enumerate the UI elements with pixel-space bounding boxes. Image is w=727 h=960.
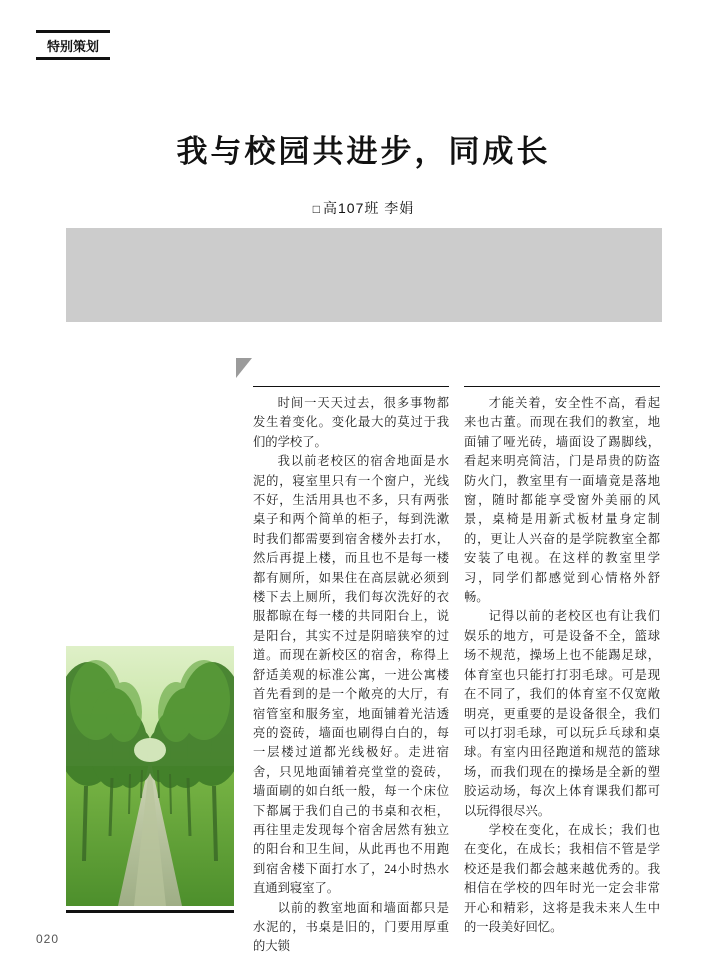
column-rule-right <box>464 386 660 387</box>
page-number: 020 <box>36 932 60 946</box>
column-rule-left <box>253 386 449 387</box>
paragraph: 我以前老校区的宿舍地面是水泥的，寝室里只有一个窗户，光线不好，生活用具也不多，只有两张桌子和两个简单的柜子，每到洗漱时我们都需要到宿舍楼外去打水，然后再提上楼，而且也不是每一楼都有厕所，如果住在高层就必须到楼下去上厕所，我们每次洗好的衣服都晾在每一楼的共同阳台上，说是阳台，其实不过是阴暗狭窄的过道。而现在新校区的宿舍，称得上舒适美观的标准公寓，一进公寓楼首先看到的是一个敞亮的大厅，有宿管室和服务室，地面铺着光洁透亮的瓷砖，墙面也刷得白白的，每一层楼过道都光线极好。走进宿舍，只见地面铺着亮堂堂的瓷砖，墙面刷的如白纸一般，每一个床位下都属于我们自己的书桌和衣柜，再往里走发现每个宿舍居然有独立的阳台和卫生间，从此再也不用跑到宿舍楼下面打水了，24小时热水直通到寝室了。 <box>253 454 449 896</box>
paragraph: 时间一天天过去，很多事物都发生着变化。变化最大的莫过于我们的学校了。 <box>253 396 449 449</box>
triangle-ornament-icon <box>236 358 252 378</box>
paragraph: 才能关着，安全性不高，看起来也古董。而现在我们的教室，地面铺了哑光砖，墙面设了踢脚线，看起来明亮简洁，门是昂贵的防盗防火门，教室里有一面墙竟是落地窗，随时都能享受窗外美丽的风景，桌椅是用新式板材量身定制的，更让人兴奋的是学院教室全都安装了电视。在这样的教室里学习，同学们都感觉到心情格外舒畅。 <box>464 396 660 605</box>
byline-marker: □ <box>312 202 321 216</box>
photo-tree-lined-path <box>66 646 234 906</box>
byline <box>0 198 727 218</box>
paragraph: 以前的教室地面和墙面都只是水泥的，书桌是旧的，门要用厚重的大锁 <box>253 900 449 954</box>
photo-illustration-icon <box>66 646 234 906</box>
page-title: 我与校园共进步，同成长 <box>176 134 551 169</box>
banner-placeholder <box>66 228 662 322</box>
byline-author: 高107班 李娟 <box>323 200 415 216</box>
paragraph: 学校在变化，在成长；我们也在变化，在成长；我相信不管是学校还是我们都会越来越优秀的。我相信在学校的四年时光一定会非常开心和精彩，这将是我未来人生中的一段美好回忆。 <box>464 822 660 934</box>
body-column-2 <box>464 394 660 937</box>
paragraph: 记得以前的老校区也有让我们娱乐的地方，可是设备不全，篮球场不规范，操场上也不能踢足球，体育室也只能打打羽毛球。可是现在不同了，我们的体育室不仅宽敞明亮，更重要的是设备很全，我们可以打羽毛球，可以玩乒乓球和桌球。有室内田径跑道和规范的篮球场，而我们现在的操场是全新的塑胶运动场，每次上体育课我们都可以玩得很尽兴。 <box>464 609 660 818</box>
section-tag <box>36 30 110 60</box>
section-tag-label: 特别策划 <box>46 38 99 54</box>
body-column-1 <box>253 394 449 957</box>
bottom-rule <box>66 910 234 913</box>
